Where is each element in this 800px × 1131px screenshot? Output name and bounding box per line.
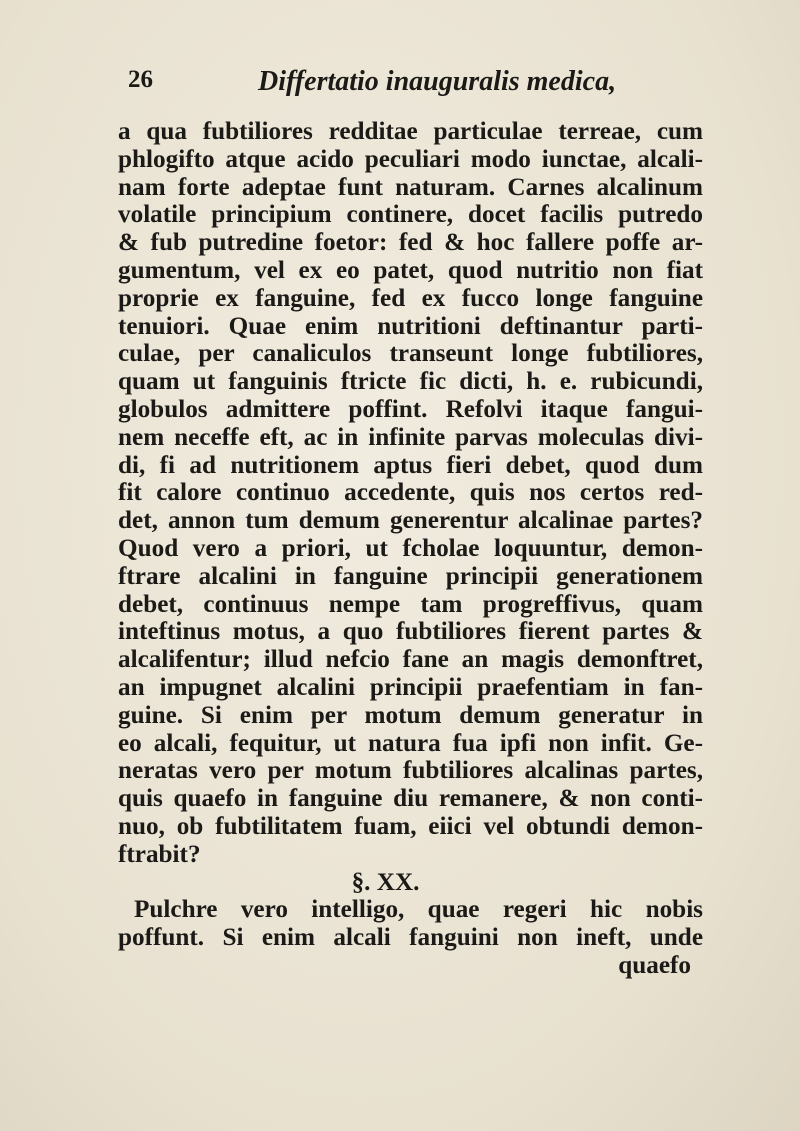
catchword: quaefo: [618, 951, 691, 979]
text-line: nuo, ob fubtilitatem fuam, eiici vel obtundi demon-: [118, 812, 703, 840]
text-line: nem neceffe eft, ac in infinite parvas moleculas divi-: [118, 423, 703, 451]
text-line: ftrare alcalini in fanguine principii generationem: [118, 562, 703, 590]
text-line: alcalifentur; illud nefcio fane an magis demonftret,: [118, 646, 703, 674]
text-line: & fub putredine foetor: fed & hoc fallere poffe ar-: [118, 229, 703, 257]
text-line: ftrabit?: [118, 840, 201, 868]
text-line: phlogifto atque acido peculiari modo iunctae, alcali-: [118, 145, 703, 173]
text-line: neratas vero per motum fubtiliores alcalinas partes,: [118, 757, 703, 785]
text-line: nam forte adeptae funt naturam. Carnes alcalinum: [118, 173, 703, 201]
text-line: quis quaefo in fanguine diu remanere, & non conti-: [118, 785, 703, 813]
text-line: globulos admittere poffint. Refolvi itaque fangui-: [118, 395, 703, 423]
page-header: [128, 66, 688, 102]
body-text: [118, 118, 703, 980]
text-line: poffunt. Si enim alcali fanguini non ineft, unde: [118, 924, 703, 952]
text-line: culae, per canaliculos transeunt longe fubtiliores,: [118, 340, 703, 368]
text-line: fit calore continuo accedente, quis nos certos red-: [118, 479, 703, 507]
text-line: quam ut fanguinis ftricte fic dicti, h. e. rubicundi,: [118, 368, 703, 396]
text-line: eo alcali, fequitur, ut natura fua ipfi non infit. Ge-: [118, 729, 703, 757]
text-line: Quod vero a priori, ut fcholae loquuntur, demon-: [118, 534, 703, 562]
page-number: 26: [128, 66, 153, 93]
text-line: gumentum, vel ex eo patet, quod nutritio non fiat: [118, 256, 703, 284]
running-head: Differtatio inauguralis medica,: [258, 66, 617, 97]
text-line: tenuiori. Quae enim nutritioni deftinantur parti-: [118, 312, 703, 340]
text-line: di, fi ad nutritionem aptus fieri debet, quod dum: [118, 451, 703, 479]
text-line: an impugnet alcalini principii praefentiam in fan-: [118, 673, 703, 701]
text-line: a qua fubtiliores redditae particulae terreae, cum: [118, 118, 703, 145]
section-heading: §. XX.: [351, 868, 420, 896]
text-line: volatile principium continere, docet facilis putredo: [118, 201, 703, 229]
text-line: det, annon tum demum generentur alcalinae partes?: [118, 507, 703, 535]
text-line: inteftinus motus, a quo fubtiliores fierent partes &: [118, 618, 703, 646]
text-line: proprie ex fanguine, fed ex fucco longe fanguine: [118, 284, 703, 312]
text-line: guine. Si enim per motum demum generatur in: [118, 701, 703, 729]
text-line: Pulchre vero intelligo, quae regeri hic nobis: [134, 896, 703, 924]
text-line: debet, continuus nempe tam progreffivus, quam: [118, 590, 703, 618]
